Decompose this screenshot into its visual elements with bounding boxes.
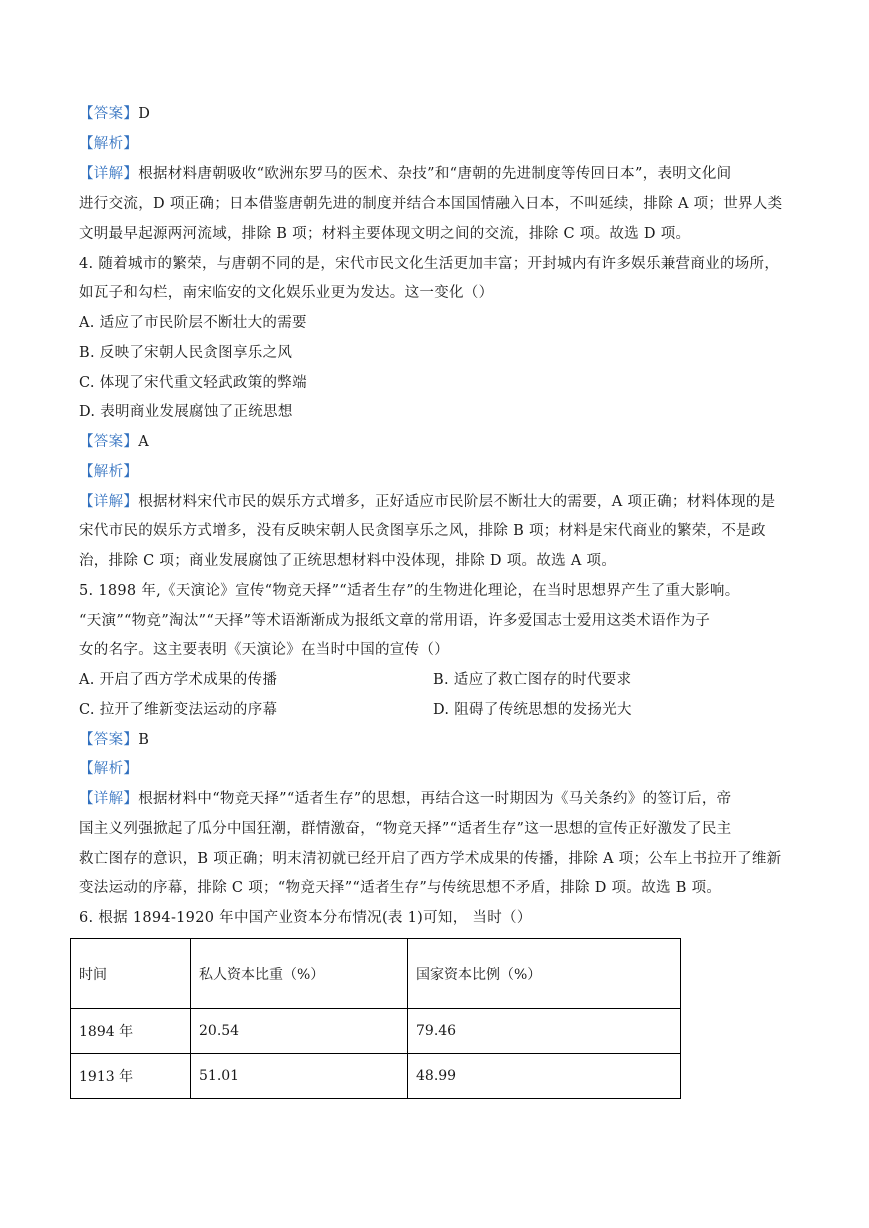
- q5-option-b: B. 适应了救亡图存的时代要求: [433, 672, 632, 688]
- q5-stem-line: 女的名字。这主要表明《天演论》在当时中国的宣传（）: [79, 642, 449, 658]
- q3-detail-line: 进行交流，D 项正确；日本借鉴唐朝先进的制度并结合本国国情融入日本，不叫延续，排除 A 项；世界人类: [79, 196, 783, 212]
- detail-text: 根据材料唐朝吸收“欧洲东罗马的医术、杂技”和“唐朝的先进制度等传回日本”，表明文化间: [138, 166, 732, 182]
- table-cell: 1894 年: [71, 1009, 191, 1054]
- table-cell: 48.99: [408, 1054, 681, 1099]
- table-cell: 79.46: [408, 1009, 681, 1054]
- detail-tag: 【详解】: [79, 494, 139, 510]
- q5-stem-line: 5. 1898 年,《天演论》宣传“物竞天择”“适者生存”的生物进化理论，在当时思想界产生了重大影响。: [79, 583, 740, 599]
- q4-detail-line: 宋代市民的娱乐方式增多，没有反映宋朝人民贪图享乐之风，排除 B 项；材料是宋代商业的繁荣，不是政: [79, 523, 766, 539]
- q5-option-a: A. 开启了西方学术成果的传播: [79, 672, 278, 688]
- q4-option-a: A. 适应了市民阶层不断壮大的需要: [79, 315, 307, 331]
- q4-option-c: C. 体现了宋代重文轻武政策的弊端: [79, 375, 307, 391]
- q4-answer: [79, 432, 149, 452]
- table-header-cell: 时间: [71, 939, 191, 1009]
- q5-detail-line: [79, 789, 731, 809]
- q3-detail-line: 文明最早起源两河流域，排除 B 项；材料主要体现文明之间的交流，排除 C 项。故选 D 项。: [79, 226, 691, 242]
- answer-value: B: [138, 732, 150, 748]
- q4-option-d: D. 表明商业发展腐蚀了正统思想: [79, 404, 293, 420]
- q5-option-d: D. 阻碍了传统思想的发扬光大: [433, 702, 632, 718]
- detail-tag: 【详解】: [79, 791, 139, 807]
- table-header-cell: 国家资本比例（%）: [408, 939, 681, 1009]
- table-cell: 51.01: [191, 1054, 408, 1099]
- detail-tag: 【详解】: [79, 166, 139, 182]
- capital-distribution-table: [70, 938, 681, 1099]
- q4-stem-line: 如瓦子和勾栏，南宋临安的文化娱乐业更为发达。这一变化（）: [79, 285, 494, 301]
- q5-detail-line: 变法运动的序幕，排除 C 项；“物竞天择”“适者生存”与传统思想不矛盾，排除 D 项。故选 B 项。: [79, 880, 722, 896]
- q4-option-b: B. 反映了宋朝人民贪图享乐之风: [79, 345, 293, 361]
- answer-value: D: [138, 106, 151, 122]
- q4-detail-line: [79, 492, 775, 512]
- q3-analysis-tag: 【解析】: [79, 136, 139, 152]
- q3-detail-line: [79, 164, 731, 184]
- q5-detail-line: 国主义列强掀起了瓜分中国狂潮，群情激奋，“物竞天择”“适者生存”这一思想的宣传正好激发了民主: [79, 821, 732, 837]
- table-header-cell: 私人资本比重（%）: [191, 939, 408, 1009]
- table-row: [71, 1009, 681, 1054]
- q4-detail-line: 治，排除 C 项；商业发展腐蚀了正统思想材料中没体现，排除 D 项。故选 A 项。: [79, 553, 617, 569]
- answer-tag: 【答案】: [79, 732, 139, 748]
- q5-option-c: C. 拉开了维新变法运动的序幕: [79, 702, 278, 718]
- table-row: [71, 1054, 681, 1099]
- q5-answer: [79, 730, 149, 750]
- q4-stem-line: 4. 随着城市的繁荣，与唐朝不同的是，宋代市民文化生活更加丰富；开封城内有许多娱乐兼营商业的场所，: [79, 256, 780, 272]
- detail-text: 根据材料宋代市民的娱乐方式增多，正好适应市民阶层不断壮大的需要，A 项正确；材料体现的是: [138, 494, 776, 510]
- answer-tag: 【答案】: [79, 106, 139, 122]
- q6-stem: 6. 根据 1894-1920 年中国产业资本分布情况(表 1)可知， 当时（）: [79, 910, 532, 926]
- q5-analysis-tag: 【解析】: [79, 761, 139, 777]
- q5-detail-line: 救亡图存的意识，B 项正确；明末清初就已经开启了西方学术成果的传播，排除 A 项；公车上书拉开了维新: [79, 851, 782, 867]
- table-cell: 20.54: [191, 1009, 408, 1054]
- q3-answer: [79, 104, 150, 124]
- answer-value: A: [138, 434, 149, 450]
- table-header-row: [71, 939, 681, 1009]
- table-cell: 1913 年: [71, 1054, 191, 1099]
- q5-stem-line: “天演”“物竞”淘汰”“天择”等术语渐渐成为报纸文章的常用语，许多爱国志士爱用这类术语作为子: [79, 613, 711, 629]
- q4-analysis-tag: 【解析】: [79, 464, 139, 480]
- detail-text: 根据材料中“物竞天择”“适者生存”的思想，再结合这一时期因为《马关条约》的签订后，帝: [138, 791, 732, 807]
- answer-tag: 【答案】: [79, 434, 139, 450]
